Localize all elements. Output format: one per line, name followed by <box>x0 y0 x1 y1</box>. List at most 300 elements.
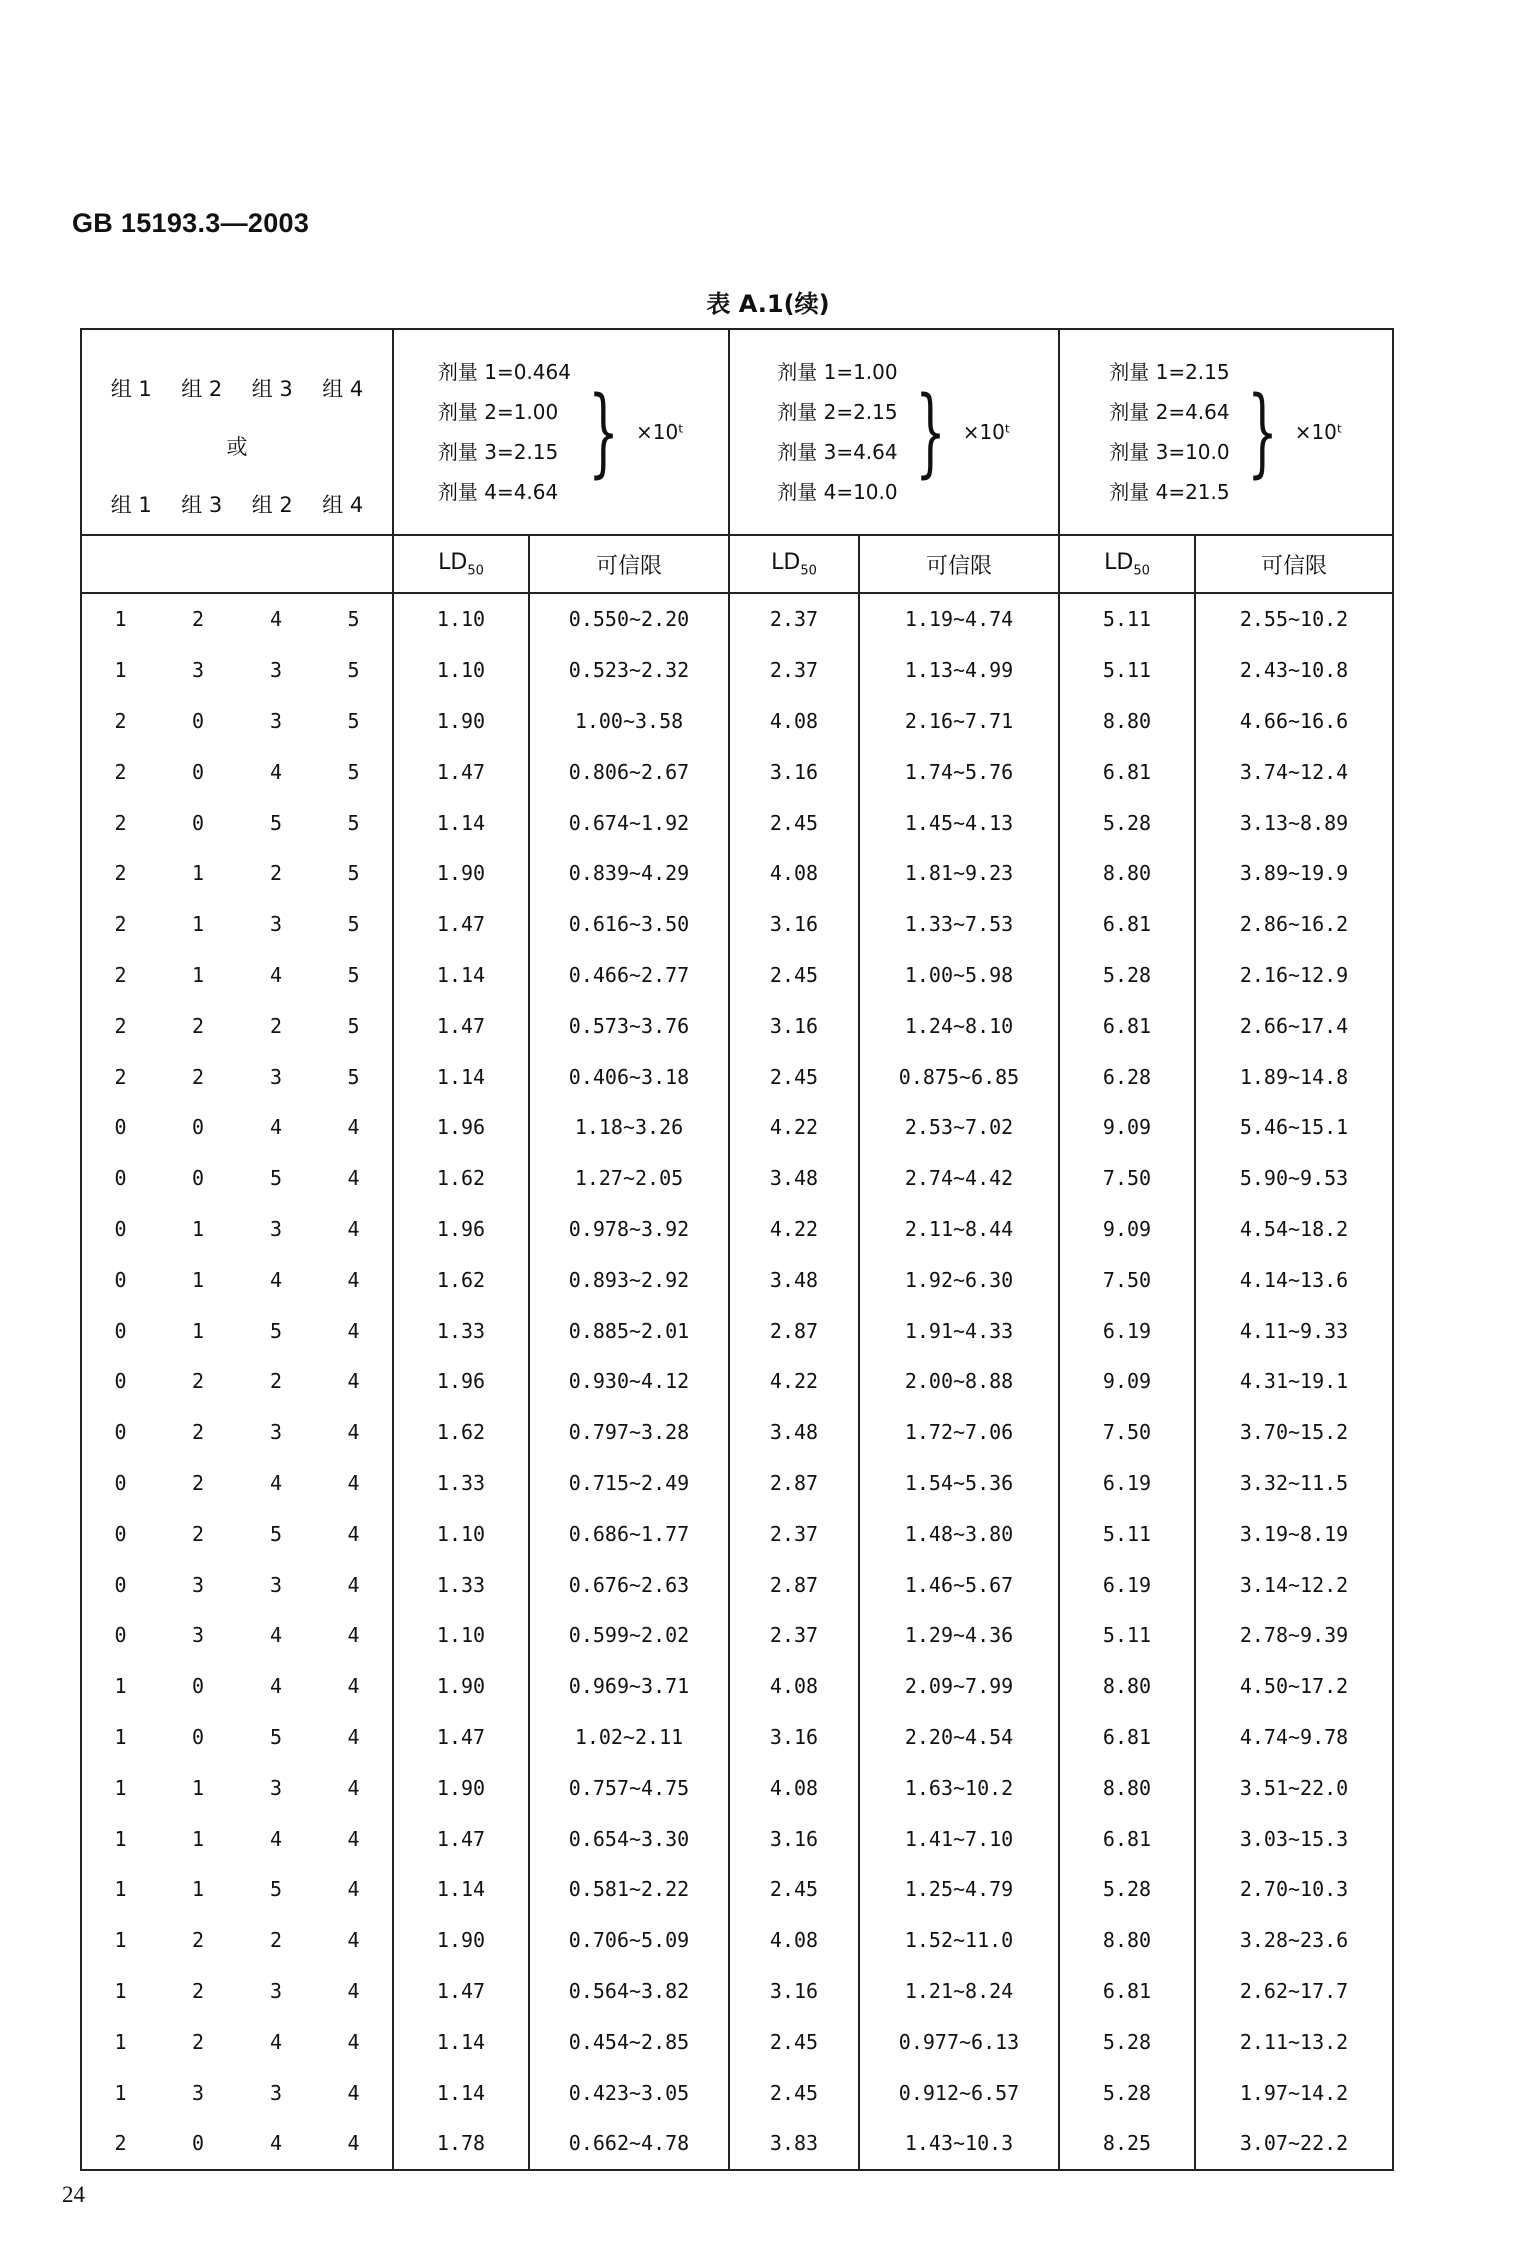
confidence-limit-cell: 3.03~15.3 <box>1195 1813 1393 1864</box>
group-count-cell: 0 <box>81 1356 159 1407</box>
right-brace-icon: } <box>914 376 946 488</box>
group-count-cell: 4 <box>315 1864 393 1915</box>
confidence-limit-cell: 2.66~17.4 <box>1195 1000 1393 1051</box>
group-label: 组 1 <box>110 493 152 517</box>
group-count-cell: 1 <box>191 861 205 886</box>
group-count-cell: 4 <box>315 1762 393 1813</box>
table-row <box>81 1407 1393 1458</box>
ld50-value-cell: 1.90 <box>393 1762 529 1813</box>
group-count-cell: 5 <box>315 593 393 645</box>
confidence-limit-cell: 4.74~9.78 <box>1195 1712 1393 1763</box>
table-row <box>81 950 1393 1001</box>
ld50-value-cell: 7.50 <box>1059 1254 1195 1305</box>
right-brace-icon: } <box>588 376 619 488</box>
group-count-cell: 4 <box>315 1407 393 1458</box>
group-count-cell: 0 <box>191 1166 205 1191</box>
confidence-limit-cell: 4.14~13.6 <box>1195 1254 1393 1305</box>
group-count-cell: 2 <box>269 1928 283 1953</box>
group-count-cell: 4 <box>315 1458 393 1509</box>
ld50-value-cell: 7.50 <box>1059 1153 1195 1204</box>
confidence-limit-cell: 0.930~4.12 <box>529 1356 729 1407</box>
group-count-cell: 3 <box>191 1623 205 1648</box>
table-row <box>81 2067 1393 2118</box>
ld50-value-cell: 6.28 <box>1059 1051 1195 1102</box>
dose-line: 剂量 2=2.15 <box>777 400 898 424</box>
ld50-table <box>80 328 1394 2171</box>
group-count-cell: 0 <box>81 1610 159 1661</box>
ld50-value-cell: 1.47 <box>393 1000 529 1051</box>
ld50-value-cell: 1.90 <box>393 1661 529 1712</box>
table-row <box>81 2016 1393 2067</box>
ld50-value-cell: 1.90 <box>393 848 529 899</box>
confidence-limit-cell: 1.41~7.10 <box>859 1813 1059 1864</box>
group-count-cell: 3 <box>269 2080 283 2105</box>
confidence-limit-cell: 0.676~2.63 <box>529 1559 729 1610</box>
group-count-cell: 2 <box>191 1978 205 2003</box>
table-body <box>81 593 1393 2170</box>
group-count-cell: 5 <box>315 1051 393 1102</box>
group-count-cell: 2 <box>269 1369 283 1394</box>
ld50-value-cell: 1.47 <box>393 1712 529 1763</box>
ld50-value-cell: 2.45 <box>729 1864 859 1915</box>
ld50-value-cell: 9.09 <box>1059 1204 1195 1255</box>
confidence-limit-cell: 0.423~3.05 <box>529 2067 729 2118</box>
confidence-limit-cell: 0.806~2.67 <box>529 746 729 797</box>
dose-line: 剂量 2=1.00 <box>437 400 559 424</box>
group-count-cell: 2 <box>191 1420 205 1445</box>
table-row <box>81 1305 1393 1356</box>
confidence-limit-cell: 2.16~12.9 <box>1195 950 1393 1001</box>
table-row <box>81 1915 1393 1966</box>
ld50-value-cell: 3.16 <box>729 1813 859 1864</box>
dose-line: 剂量 1=0.464 <box>437 360 571 384</box>
ld50-value-cell: 6.81 <box>1059 899 1195 950</box>
table-row <box>81 1712 1393 1763</box>
confidence-limit-cell: 2.20~4.54 <box>859 1712 1059 1763</box>
ld50-value-cell: 3.48 <box>729 1254 859 1305</box>
group-count-cell: 0 <box>81 1254 159 1305</box>
group-count-cell: 5 <box>315 746 393 797</box>
confidence-limit-cell: 1.00~5.98 <box>859 950 1059 1001</box>
ld50-value-cell: 4.08 <box>729 696 859 747</box>
group-count-cell: 3 <box>191 1572 205 1597</box>
confidence-limit-cell: 1.46~5.67 <box>859 1559 1059 1610</box>
group-label: 组 3 <box>251 377 293 401</box>
confidence-limit-cell: 1.19~4.74 <box>859 593 1059 645</box>
ld50-value-cell: 6.81 <box>1059 1813 1195 1864</box>
confidence-limit-cell: 2.16~7.71 <box>859 696 1059 747</box>
group-count-cell: 4 <box>269 759 283 784</box>
group-count-cell: 1 <box>191 1318 205 1343</box>
dose-multiplier: ×10ᵗ <box>636 420 685 444</box>
group-count-cell: 1 <box>191 1775 205 1800</box>
group-count-cell: 5 <box>269 810 283 835</box>
confidence-limit-cell: 3.32~11.5 <box>1195 1458 1393 1509</box>
group-count-cell: 4 <box>315 2067 393 2118</box>
table-row <box>81 1966 1393 2017</box>
ld50-value-cell: 2.87 <box>729 1458 859 1509</box>
table-row <box>81 746 1393 797</box>
group-count-cell: 0 <box>159 2118 237 2170</box>
group-count-cell: 5 <box>269 1521 283 1546</box>
group-count-cell: 0 <box>191 1674 205 1699</box>
confidence-limit-cell: 0.885~2.01 <box>529 1305 729 1356</box>
confidence-limit-cell: 2.43~10.8 <box>1195 645 1393 696</box>
group-count-cell: 4 <box>315 1204 393 1255</box>
confidence-limit-cell: 2.11~8.44 <box>859 1204 1059 1255</box>
group-count-cell: 2 <box>81 797 159 848</box>
confidence-limit-cell: 0.715~2.49 <box>529 1458 729 1509</box>
group-count-cell: 3 <box>269 708 283 733</box>
confidence-limit-cell: 0.797~3.28 <box>529 1407 729 1458</box>
ld50-value-cell: 7.50 <box>1059 1407 1195 1458</box>
group-count-cell: 0 <box>191 1724 205 1749</box>
group-count-cell: 4 <box>315 2016 393 2067</box>
confidence-limit-cell: 3.13~8.89 <box>1195 797 1393 848</box>
group-count-cell: 0 <box>191 810 205 835</box>
group-count-cell: 1 <box>191 1267 205 1292</box>
ld50-subscript: 50 <box>800 563 817 579</box>
group-count-cell: 4 <box>315 1559 393 1610</box>
group-count-cell: 0 <box>191 708 205 733</box>
group-count-cell: 4 <box>315 1966 393 2017</box>
confidence-limit-cell: 3.89~19.9 <box>1195 848 1393 899</box>
confidence-limit-cell: 2.09~7.99 <box>859 1661 1059 1712</box>
confidence-limit-cell: 1.48~3.80 <box>859 1508 1059 1559</box>
group-count-cell: 5 <box>269 1318 283 1343</box>
table-row <box>81 1204 1393 1255</box>
confidence-limit-cell: 1.92~6.30 <box>859 1254 1059 1305</box>
confidence-limit-cell: 2.62~17.7 <box>1195 1966 1393 2017</box>
group-count-cell: 1 <box>81 1661 159 1712</box>
ld50-value-cell: 3.16 <box>729 1712 859 1763</box>
ld50-value-cell: 9.09 <box>1059 1102 1195 1153</box>
ld50-value-cell: 2.37 <box>729 1610 859 1661</box>
ld50-value-cell: 2.37 <box>729 1508 859 1559</box>
group-count-cell: 3 <box>269 1978 283 2003</box>
ld50-value-cell: 1.96 <box>393 1102 529 1153</box>
ld50-value-cell: 8.80 <box>1059 848 1195 899</box>
confidence-limit-cell: 0.581~2.22 <box>529 1864 729 1915</box>
dose-line: 剂量 3=10.0 <box>1109 440 1230 464</box>
group-count-cell: 1 <box>81 593 159 645</box>
table-row <box>81 645 1393 696</box>
confidence-limit-cell: 3.14~12.2 <box>1195 1559 1393 1610</box>
group-count-cell: 0 <box>191 759 205 784</box>
ld50-value-cell: 4.08 <box>729 1762 859 1813</box>
dose-multiplier: ×10ᵗ <box>962 420 1011 444</box>
confidence-limit-cell: 4.66~16.6 <box>1195 696 1393 747</box>
ld50-subscript: 50 <box>467 563 484 579</box>
confidence-limit-cell: 3.70~15.2 <box>1195 1407 1393 1458</box>
table-row <box>81 1254 1393 1305</box>
ld50-value-cell: 1.14 <box>393 2067 529 2118</box>
confidence-limit-cell: 0.599~2.02 <box>529 1610 729 1661</box>
confidence-limit-cell: 0.757~4.75 <box>529 1762 729 1813</box>
confidence-limit-cell: 2.11~13.2 <box>1195 2016 1393 2067</box>
group-count-cell: 5 <box>269 1877 283 1902</box>
ld50-value-cell: 9.09 <box>1059 1356 1195 1407</box>
ld50-value-cell: 2.37 <box>729 645 859 696</box>
group-count-cell: 5 <box>315 848 393 899</box>
table-row <box>81 1153 1393 1204</box>
group-count-cell: 2 <box>81 2118 159 2170</box>
group-count-cell: 3 <box>269 1064 283 1089</box>
group-count-cell: 2 <box>81 899 159 950</box>
confidence-limit-cell: 0.875~6.85 <box>859 1051 1059 1102</box>
table-row <box>81 1356 1393 1407</box>
ld50-value-cell: 3.16 <box>729 899 859 950</box>
ld50-value-cell: 2.87 <box>729 1305 859 1356</box>
group-count-cell: 3 <box>269 1775 283 1800</box>
confidence-limit-cell: 3.19~8.19 <box>1195 1508 1393 1559</box>
group-label: 组 4 <box>322 377 364 401</box>
table-row <box>81 1458 1393 1509</box>
ld50-value-cell: 1.10 <box>393 1508 529 1559</box>
ld50-label: LD <box>1104 549 1134 575</box>
group-count-cell: 4 <box>269 1623 283 1648</box>
ld50-value-cell: 6.81 <box>1059 1000 1195 1051</box>
table-row <box>81 1661 1393 1712</box>
blank-subheader-cell <box>81 535 393 593</box>
dose-line: 剂量 4=10.0 <box>777 480 898 504</box>
table-row <box>81 1864 1393 1915</box>
ld50-value-cell: 1.96 <box>393 1356 529 1407</box>
group-count-cell: 1 <box>81 645 159 696</box>
ld50-value-cell: 3.16 <box>729 1000 859 1051</box>
group-count-cell: 5 <box>315 899 393 950</box>
confidence-limit-cell: 0.406~3.18 <box>529 1051 729 1102</box>
group-count-cell: 0 <box>81 1153 159 1204</box>
group-count-cell: 1 <box>81 1915 159 1966</box>
confidence-limit-cell: 1.74~5.76 <box>859 746 1059 797</box>
group-label: 组 3 <box>181 493 223 517</box>
group-labels-row-2 <box>82 489 392 519</box>
confidence-limit-cell: 3.28~23.6 <box>1195 1915 1393 1966</box>
ld50-value-cell: 6.19 <box>1059 1559 1195 1610</box>
ld50-value-cell: 5.11 <box>1059 1508 1195 1559</box>
ld50-label: LD <box>771 549 801 575</box>
dose-line: 剂量 3=4.64 <box>777 440 898 464</box>
confidence-limit-cell: 1.52~11.0 <box>859 1915 1059 1966</box>
ld50-header <box>393 535 529 593</box>
ld50-value-cell: 6.19 <box>1059 1305 1195 1356</box>
ld50-value-cell: 1.10 <box>393 1610 529 1661</box>
group-count-cell: 2 <box>81 848 159 899</box>
right-brace-icon: } <box>1246 376 1278 488</box>
table-row <box>81 848 1393 899</box>
ld50-value-cell: 1.90 <box>393 696 529 747</box>
ld50-value-cell: 2.45 <box>729 1051 859 1102</box>
confidence-limit-cell: 0.616~3.50 <box>529 899 729 950</box>
ld50-value-cell: 1.10 <box>393 645 529 696</box>
group-count-cell: 3 <box>191 2080 205 2105</box>
confidence-limit-cell: 2.55~10.2 <box>1195 593 1393 645</box>
confidence-limit-cell: 1.81~9.23 <box>859 848 1059 899</box>
confidence-limit-cell: 0.686~1.77 <box>529 1508 729 1559</box>
confidence-limit-cell: 1.97~14.2 <box>1195 2067 1393 2118</box>
ld50-value-cell: 1.14 <box>393 797 529 848</box>
group-count-cell: 1 <box>81 1966 159 2017</box>
ld50-value-cell: 1.14 <box>393 1864 529 1915</box>
confidence-limit-cell: 3.07~22.2 <box>1195 2118 1393 2170</box>
dose-set-header-2 <box>729 329 1059 535</box>
group-count-cell: 5 <box>269 1724 283 1749</box>
group-count-cell: 4 <box>315 1508 393 1559</box>
group-count-cell: 3 <box>269 912 283 937</box>
group-count-cell: 1 <box>81 1762 159 1813</box>
dose-set-header-3 <box>1059 329 1393 535</box>
table-row <box>81 797 1393 848</box>
table-row <box>81 1051 1393 1102</box>
table-header-row <box>81 329 1393 535</box>
confidence-limit-cell: 0.674~1.92 <box>529 797 729 848</box>
group-count-cell: 4 <box>315 1610 393 1661</box>
group-count-cell: 4 <box>269 1267 283 1292</box>
ld50-value-cell: 2.45 <box>729 950 859 1001</box>
group-count-cell: 5 <box>315 645 393 696</box>
ld50-value-cell: 5.28 <box>1059 797 1195 848</box>
confidence-limit-cell: 1.91~4.33 <box>859 1305 1059 1356</box>
table-row <box>81 1762 1393 1813</box>
ld50-value-cell: 8.25 <box>1059 2118 1195 2170</box>
table-row <box>81 593 1393 645</box>
group-count-cell: 4 <box>315 1356 393 1407</box>
ld50-value-cell: 6.81 <box>1059 1966 1195 2017</box>
ci-header: 可信限 <box>529 535 729 593</box>
confidence-limit-cell: 0.662~4.78 <box>529 2118 729 2170</box>
group-count-cell: 2 <box>269 1013 283 1038</box>
group-count-cell: 0 <box>81 1458 159 1509</box>
group-count-cell: 1 <box>191 1216 205 1241</box>
table-row <box>81 1813 1393 1864</box>
ld50-value-cell: 6.81 <box>1059 1712 1195 1763</box>
ld50-value-cell: 4.08 <box>729 848 859 899</box>
confidence-limit-cell: 1.18~3.26 <box>529 1102 729 1153</box>
ld50-value-cell: 5.28 <box>1059 2016 1195 2067</box>
ld50-header <box>1059 535 1195 593</box>
ld50-value-cell: 3.48 <box>729 1407 859 1458</box>
confidence-limit-cell: 1.43~10.3 <box>859 2118 1059 2170</box>
ld50-value-cell: 1.33 <box>393 1559 529 1610</box>
confidence-limit-cell: 3.51~22.0 <box>1195 1762 1393 1813</box>
group-count-cell: 2 <box>191 1928 205 1953</box>
table-row <box>81 1559 1393 1610</box>
group-labels-row-1 <box>82 373 392 403</box>
group-count-cell: 3 <box>269 1572 283 1597</box>
ld50-value-cell: 3.48 <box>729 1153 859 1204</box>
group-count-cell: 1 <box>81 1712 159 1763</box>
confidence-limit-cell: 4.54~18.2 <box>1195 1204 1393 1255</box>
confidence-limit-cell: 2.86~16.2 <box>1195 899 1393 950</box>
confidence-limit-cell: 1.24~8.10 <box>859 1000 1059 1051</box>
group-count-cell: 2 <box>81 1051 159 1102</box>
ld50-value-cell: 1.96 <box>393 1204 529 1255</box>
confidence-limit-cell: 2.78~9.39 <box>1195 1610 1393 1661</box>
group-count-cell: 0 <box>81 1305 159 1356</box>
dose-line: 剂量 4=21.5 <box>1109 480 1230 504</box>
ld50-value-cell: 1.78 <box>393 2118 529 2170</box>
group-count-cell: 4 <box>237 2118 315 2170</box>
group-count-cell: 5 <box>315 950 393 1001</box>
ld50-value-cell: 5.28 <box>1059 1864 1195 1915</box>
confidence-limit-cell: 0.706~5.09 <box>529 1915 729 1966</box>
ld50-value-cell: 8.80 <box>1059 1915 1195 1966</box>
ld50-value-cell: 5.11 <box>1059 593 1195 645</box>
confidence-limit-cell: 3.74~12.4 <box>1195 746 1393 797</box>
ld50-value-cell: 1.14 <box>393 1051 529 1102</box>
ld50-label: LD <box>438 549 468 575</box>
group-count-cell: 1 <box>191 1877 205 1902</box>
ld50-value-cell: 1.90 <box>393 1915 529 1966</box>
confidence-limit-cell: 1.63~10.2 <box>859 1762 1059 1813</box>
group-count-cell: 4 <box>269 2029 283 2054</box>
ld50-value-cell: 5.11 <box>1059 1610 1195 1661</box>
group-count-cell: 4 <box>269 1826 283 1851</box>
group-count-cell: 1 <box>81 2067 159 2118</box>
group-count-cell: 2 <box>191 2029 205 2054</box>
table-row <box>81 2118 1393 2170</box>
confidence-limit-cell: 1.25~4.79 <box>859 1864 1059 1915</box>
group-count-cell: 0 <box>81 1559 159 1610</box>
or-label: 或 <box>226 435 248 459</box>
confidence-limit-cell: 0.978~3.92 <box>529 1204 729 1255</box>
group-count-cell: 4 <box>269 1115 283 1140</box>
table-row <box>81 899 1393 950</box>
ld50-value-cell: 1.62 <box>393 1153 529 1204</box>
ld50-value-cell: 5.11 <box>1059 645 1195 696</box>
confidence-limit-cell: 0.654~3.30 <box>529 1813 729 1864</box>
group-count-cell: 4 <box>315 1153 393 1204</box>
confidence-limit-cell: 1.72~7.06 <box>859 1407 1059 1458</box>
group-count-cell: 4 <box>269 607 283 632</box>
table-caption: 表 A.1(续) <box>706 290 830 318</box>
confidence-limit-cell: 1.00~3.58 <box>529 696 729 747</box>
ld50-value-cell: 3.16 <box>729 746 859 797</box>
confidence-limit-cell: 5.46~15.1 <box>1195 1102 1393 1153</box>
group-count-cell: 5 <box>315 797 393 848</box>
dose-set-header-1 <box>393 329 729 535</box>
ld50-value-cell: 1.47 <box>393 1966 529 2017</box>
confidence-limit-cell: 1.45~4.13 <box>859 797 1059 848</box>
group-count-cell: 1 <box>191 1826 205 1851</box>
ld50-value-cell: 1.33 <box>393 1458 529 1509</box>
confidence-limit-cell: 1.29~4.36 <box>859 1610 1059 1661</box>
group-count-cell: 4 <box>315 1712 393 1763</box>
dose-line: 剂量 2=4.64 <box>1109 400 1230 424</box>
group-count-cell: 2 <box>191 1369 205 1394</box>
confidence-limit-cell: 1.33~7.53 <box>859 899 1059 950</box>
ld50-value-cell: 1.10 <box>393 593 529 645</box>
group-count-cell: 2 <box>191 1064 205 1089</box>
page-number: 24 <box>62 2182 85 2207</box>
group-count-cell: 1 <box>81 1813 159 1864</box>
group-label: 组 1 <box>110 377 152 401</box>
ld50-value-cell: 6.81 <box>1059 746 1195 797</box>
group-count-cell: 4 <box>315 2118 393 2170</box>
confidence-limit-cell: 0.550~2.20 <box>529 593 729 645</box>
ld50-value-cell: 2.37 <box>729 593 859 645</box>
ld50-value-cell: 1.47 <box>393 1813 529 1864</box>
ld50-value-cell: 5.28 <box>1059 950 1195 1001</box>
group-count-cell: 2 <box>81 1000 159 1051</box>
ld50-value-cell: 1.47 <box>393 899 529 950</box>
group-count-cell: 3 <box>191 658 205 683</box>
confidence-limit-cell: 0.893~2.92 <box>529 1254 729 1305</box>
ld50-value-cell: 1.33 <box>393 1305 529 1356</box>
ld50-value-cell: 1.62 <box>393 1407 529 1458</box>
confidence-limit-cell: 0.573~3.76 <box>529 1000 729 1051</box>
